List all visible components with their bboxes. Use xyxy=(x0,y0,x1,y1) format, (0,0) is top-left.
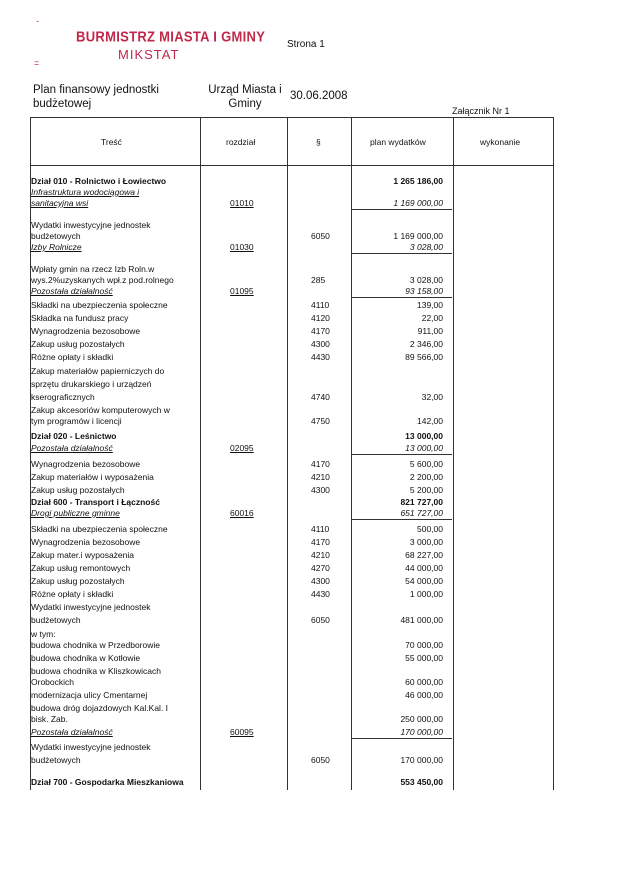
row-tresc: Zakup usług pozostałych xyxy=(31,339,125,349)
row-paragraf: 4430 xyxy=(311,589,330,599)
row-paragraf: 4170 xyxy=(311,459,330,469)
document-date: 30.06.2008 xyxy=(290,90,348,102)
row-plan: 500,00 xyxy=(417,524,443,534)
row-tresc: w tym: xyxy=(31,629,56,639)
document-title: Plan finansowy jednostki budżetowej xyxy=(33,84,159,110)
row-tresc: Wydatki inwestycyjne jednostek xyxy=(31,742,151,752)
row-tresc: Zakup usług remontowych xyxy=(31,563,131,573)
header-separator xyxy=(30,165,553,166)
row-tresc: Dział 010 - Rolnictwo i Łowiectwo xyxy=(31,176,167,186)
row-plan: 1 169 000,00 xyxy=(393,198,443,208)
row-tresc: Dział 600 - Transport i Łączność xyxy=(31,497,160,507)
row-plan: 2 346,00 xyxy=(409,339,443,349)
row-tresc: Wydatki inwestycyjne jednostek xyxy=(31,602,151,612)
row-plan: 32,00 xyxy=(421,392,443,402)
corner-mark: = xyxy=(34,58,40,68)
stamp-line-2: MIKSTAT xyxy=(118,47,180,62)
row-tresc: budowa dróg dojazdowych Kal.Kal. I xyxy=(31,703,169,713)
row-tresc: Pozostała działalność xyxy=(31,286,113,296)
row-tresc: Wynagrodzenia bezosobowe xyxy=(31,326,141,336)
row-tresc: Wpłaty gmin na rzecz Izb Roln.w xyxy=(31,264,155,274)
row-plan: 22,00 xyxy=(421,313,443,323)
subtotal-underline xyxy=(352,454,452,455)
row-paragraf: 4120 xyxy=(311,313,330,323)
row-paragraf: 6050 xyxy=(311,755,330,765)
row-tresc: Zakup materiałów i wyposażenia xyxy=(31,472,154,482)
table-border-right xyxy=(553,117,554,790)
row-tresc: Zakup usług pozostałych xyxy=(31,576,125,586)
row-tresc: kserograficznych xyxy=(31,392,95,402)
row-tresc: Składki na ubezpieczenia społeczne xyxy=(31,300,168,310)
row-plan: 3 028,00 xyxy=(409,242,443,252)
row-tresc: Wynagrodzenia bezosobowe xyxy=(31,537,141,547)
corner-mark: - xyxy=(36,16,39,26)
stamp-line-1: BURMISTRZ MIASTA I GMINY xyxy=(76,27,266,46)
row-rozdzial: 01095 xyxy=(230,286,254,296)
row-tresc: Dział 020 - Leśnictwo xyxy=(31,431,117,441)
row-tresc: Różne opłaty i składki xyxy=(31,352,114,362)
column-header-wykonanie: wykonanie xyxy=(480,137,521,147)
row-tresc: sanitacyjna wsi xyxy=(31,198,89,208)
row-plan: 139,00 xyxy=(417,300,443,310)
row-tresc: tym programów i licencji xyxy=(31,416,122,426)
row-paragraf: 4210 xyxy=(311,550,330,560)
row-tresc: Dział 700 - Gospodarka Mieszkaniowa xyxy=(31,777,184,787)
row-tresc: Zakup materiałów papierniczych do xyxy=(31,366,165,376)
column-divider xyxy=(287,117,288,790)
row-tresc: budowa chodnika w Kotłowie xyxy=(31,653,141,663)
row-plan: 3 000,00 xyxy=(409,537,443,547)
row-plan: 60 000,00 xyxy=(405,677,443,687)
row-tresc: Wynagrodzenia bezosobowe xyxy=(31,459,141,469)
row-plan: 1 265 186,00 xyxy=(393,176,443,186)
row-tresc: Składka na fundusz pracy xyxy=(31,313,129,323)
row-tresc: Zakup mater.i wyposażenia xyxy=(31,550,134,560)
row-paragraf: 4210 xyxy=(311,472,330,482)
row-tresc: budowa chodnika w Kliszkowicach xyxy=(31,666,161,676)
row-plan: 13 000,00 xyxy=(405,443,443,453)
row-rozdzial: 02095 xyxy=(230,443,254,453)
row-plan: 5 200,00 xyxy=(409,485,443,495)
row-tresc: wys.2%uzyskanych wpł.z pod.rolnego xyxy=(31,275,174,285)
row-tresc: Różne opłaty i składki xyxy=(31,589,114,599)
row-plan: 651 727,00 xyxy=(400,508,443,518)
row-paragraf: 285 xyxy=(311,275,326,285)
column-header-rozdzial: rozdział xyxy=(226,137,256,147)
row-plan: 250 000,00 xyxy=(400,714,443,724)
row-plan: 89 566,00 xyxy=(405,352,443,362)
row-rozdzial: 01030 xyxy=(230,242,254,252)
row-paragraf: 4300 xyxy=(311,339,330,349)
row-paragraf: 4300 xyxy=(311,485,330,495)
column-header-tresc: Treść xyxy=(101,137,122,147)
row-plan: 1 000,00 xyxy=(409,589,443,599)
row-paragraf: 4110 xyxy=(311,300,330,310)
row-rozdzial: 60095 xyxy=(230,727,254,737)
row-plan: 54 000,00 xyxy=(405,576,443,586)
row-paragraf: 4300 xyxy=(311,576,330,586)
row-tresc: budżetowych xyxy=(31,615,81,625)
row-tresc: budowa chodnika w Przedborowie xyxy=(31,640,160,650)
row-paragraf: 6050 xyxy=(311,231,330,241)
row-tresc: Wydatki inwestycyjne jednostek xyxy=(31,220,151,230)
subtotal-underline xyxy=(352,738,452,739)
row-plan: 142,00 xyxy=(417,416,443,426)
row-rozdzial: 60016 xyxy=(230,508,254,518)
row-plan: 93 158,00 xyxy=(405,286,443,296)
row-plan: 911,00 xyxy=(417,326,443,336)
row-paragraf: 4270 xyxy=(311,563,330,573)
row-tresc: Pozostała działalność xyxy=(31,727,113,737)
row-plan: 5 600,00 xyxy=(409,459,443,469)
row-plan: 2 200,00 xyxy=(409,472,443,482)
row-plan: 170 000,00 xyxy=(400,755,443,765)
row-paragraf: 4110 xyxy=(311,524,330,534)
row-paragraf: 4170 xyxy=(311,326,330,336)
row-paragraf: 4750 xyxy=(311,416,330,426)
column-header-paragraf: § xyxy=(316,137,321,147)
row-plan: 44 000,00 xyxy=(405,563,443,573)
row-paragraf: 4740 xyxy=(311,392,330,402)
row-tresc: Zakup usług pozostałych xyxy=(31,485,125,495)
row-plan: 70 000,00 xyxy=(405,640,443,650)
row-tresc: Infrastruktura wodociągowa i xyxy=(31,187,140,197)
row-plan: 170 000,00 xyxy=(400,727,443,737)
row-plan: 553 450,00 xyxy=(400,777,443,787)
row-paragraf: 4170 xyxy=(311,537,330,547)
row-paragraf: 4430 xyxy=(311,352,330,362)
row-tresc: Drogi publiczne gminne xyxy=(31,508,120,518)
row-tresc: modernizacja ulicy Cmentarnej xyxy=(31,690,148,700)
column-header-plan: plan wydatków xyxy=(370,137,426,147)
row-plan: 1 169 000,00 xyxy=(393,231,443,241)
subtotal-underline xyxy=(352,253,452,254)
row-tresc: Orobockich xyxy=(31,677,74,687)
row-tresc: Zakup akcesoriów komputerowych w xyxy=(31,405,170,415)
attachment-label: Załącznik Nr 1 xyxy=(452,106,510,116)
subtotal-underline xyxy=(352,297,452,298)
column-divider xyxy=(453,117,454,790)
row-tresc: bisk. Zab. xyxy=(31,714,68,724)
row-tresc: budżetowych xyxy=(31,755,81,765)
row-plan: 821 727,00 xyxy=(400,497,443,507)
row-plan: 46 000,00 xyxy=(405,690,443,700)
row-tresc: Pozostała działalność xyxy=(31,443,113,453)
row-tresc: budżetowych xyxy=(31,231,81,241)
row-tresc: Składki na ubezpieczenia społeczne xyxy=(31,524,168,534)
row-tresc: Izby Rolnicze xyxy=(31,242,82,252)
subtotal-underline xyxy=(352,209,452,210)
row-paragraf: 6050 xyxy=(311,615,330,625)
row-plan: 3 028,00 xyxy=(409,275,443,285)
row-tresc: sprzętu drukarskiego i urządzeń xyxy=(31,379,152,389)
page-label: Strona 1 xyxy=(287,39,325,50)
row-plan: 55 000,00 xyxy=(405,653,443,663)
row-plan: 13 000,00 xyxy=(405,431,443,441)
row-plan: 68 227,00 xyxy=(405,550,443,560)
row-plan: 481 000,00 xyxy=(400,615,443,625)
subtotal-underline xyxy=(352,519,452,520)
row-rozdzial: 01010 xyxy=(230,198,254,208)
office-name: Urząd Miasta i Gminy xyxy=(208,84,282,110)
